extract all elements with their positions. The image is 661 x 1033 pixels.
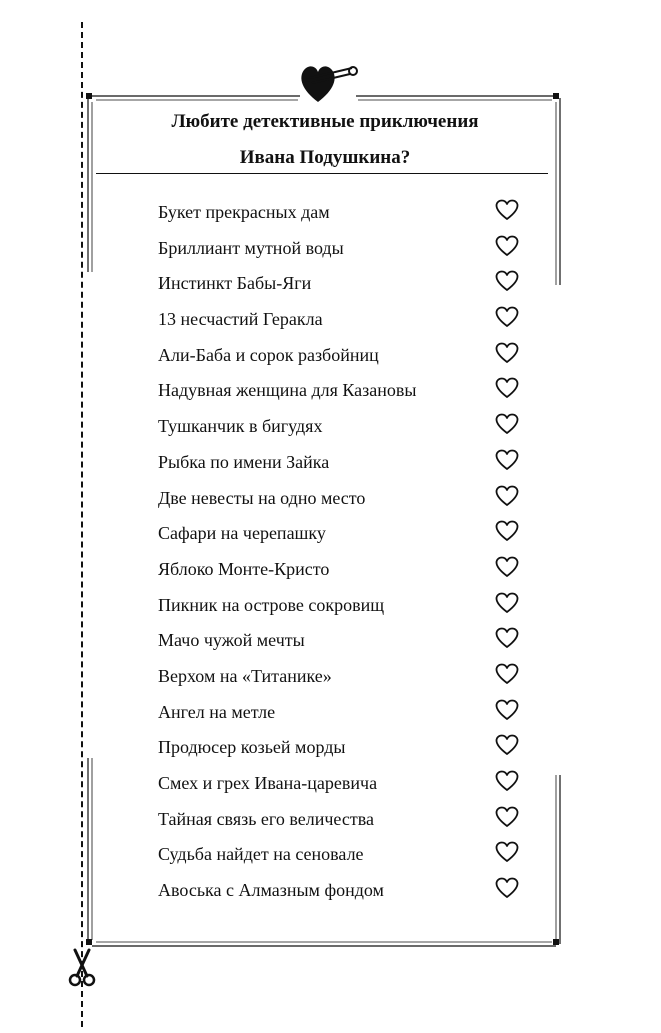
heading-line-2: Ивана Подушкина? xyxy=(239,147,411,168)
book-title: Бриллиант мутной воды xyxy=(158,237,344,258)
book-list-item xyxy=(0,371,661,407)
book-title: Мачо чужой мечты xyxy=(158,630,305,651)
book-title: Авоська с Алмазным фондом xyxy=(158,880,384,901)
heart-outline-icon[interactable] xyxy=(495,306,519,328)
book-list-item xyxy=(0,479,661,515)
book-title: Инстинкт Бабы-Яги xyxy=(158,273,312,294)
book-list-item xyxy=(0,300,661,336)
book-list-item xyxy=(0,657,661,693)
heart-outline-icon[interactable] xyxy=(495,413,519,435)
heart-outline-icon[interactable] xyxy=(495,592,519,614)
heart-outline-icon[interactable] xyxy=(495,734,519,756)
book-list-item xyxy=(0,443,661,479)
book-list-item xyxy=(0,800,661,836)
heart-outline-icon[interactable] xyxy=(495,663,519,685)
heart-outline-icon[interactable] xyxy=(495,699,519,721)
book-list-item xyxy=(0,550,661,586)
heart-outline-icon[interactable] xyxy=(495,199,519,221)
book-list xyxy=(0,193,661,907)
heart-outline-icon[interactable] xyxy=(495,556,519,578)
book-title: Рыбка по имени Зайка xyxy=(158,451,330,472)
book-title: 13 несчастий Геракла xyxy=(158,309,323,330)
book-title: Смех и грех Ивана-царевича xyxy=(158,773,378,793)
heart-outline-icon[interactable] xyxy=(495,770,519,792)
heart-outline-icon[interactable] xyxy=(495,342,519,364)
book-title: Продюсер козьей морды xyxy=(158,737,346,758)
book-list-item xyxy=(0,621,661,657)
book-title: Тайная связь его величества xyxy=(158,808,374,829)
book-title: Две невесты на одно место xyxy=(158,487,366,508)
heart-outline-icon[interactable] xyxy=(495,841,519,863)
book-title: Ангел на метле xyxy=(158,701,276,722)
book-list-item xyxy=(0,336,661,372)
heart-outline-icon[interactable] xyxy=(495,627,519,649)
book-list-item xyxy=(0,514,661,550)
book-list-item xyxy=(0,835,661,871)
book-list-item xyxy=(0,407,661,443)
heart-with-safety-pin-icon xyxy=(296,56,360,110)
heart-outline-icon[interactable] xyxy=(495,270,519,292)
heart-outline-icon[interactable] xyxy=(495,235,519,257)
heading-line-1: Любите детективные приключения xyxy=(171,111,479,132)
book-list-item xyxy=(0,764,661,800)
heart-outline-icon[interactable] xyxy=(495,449,519,471)
book-title: Букет прекрасных дам xyxy=(158,202,330,222)
book-title: Надувная женщина для Казановы xyxy=(158,380,417,401)
book-title: Тушканчик в бигудях xyxy=(158,416,323,437)
book-title: Пикник на острове сокровищ xyxy=(158,594,385,615)
book-list-item xyxy=(0,264,661,300)
book-list-item xyxy=(0,693,661,729)
book-title: Али-Баба и сорок разбойниц xyxy=(158,344,379,365)
heart-outline-icon[interactable] xyxy=(495,877,519,899)
book-list-item xyxy=(0,728,661,764)
book-title: Яблоко Монте-Кристо xyxy=(158,558,330,579)
heart-outline-icon[interactable] xyxy=(495,806,519,828)
book-list-item xyxy=(0,586,661,622)
book-list-item xyxy=(0,229,661,265)
book-list-item xyxy=(0,871,661,907)
heart-outline-icon[interactable] xyxy=(495,485,519,507)
book-title: Верхом на «Титанике» xyxy=(158,665,332,686)
book-title: Сафари на черепашку xyxy=(158,523,326,544)
title-divider xyxy=(96,173,548,174)
book-title: Судьба найдет на сеновале xyxy=(158,844,364,865)
heart-outline-icon[interactable] xyxy=(495,520,519,542)
book-list-item xyxy=(0,193,661,229)
heart-outline-icon[interactable] xyxy=(495,377,519,399)
scissors-icon xyxy=(66,948,98,988)
